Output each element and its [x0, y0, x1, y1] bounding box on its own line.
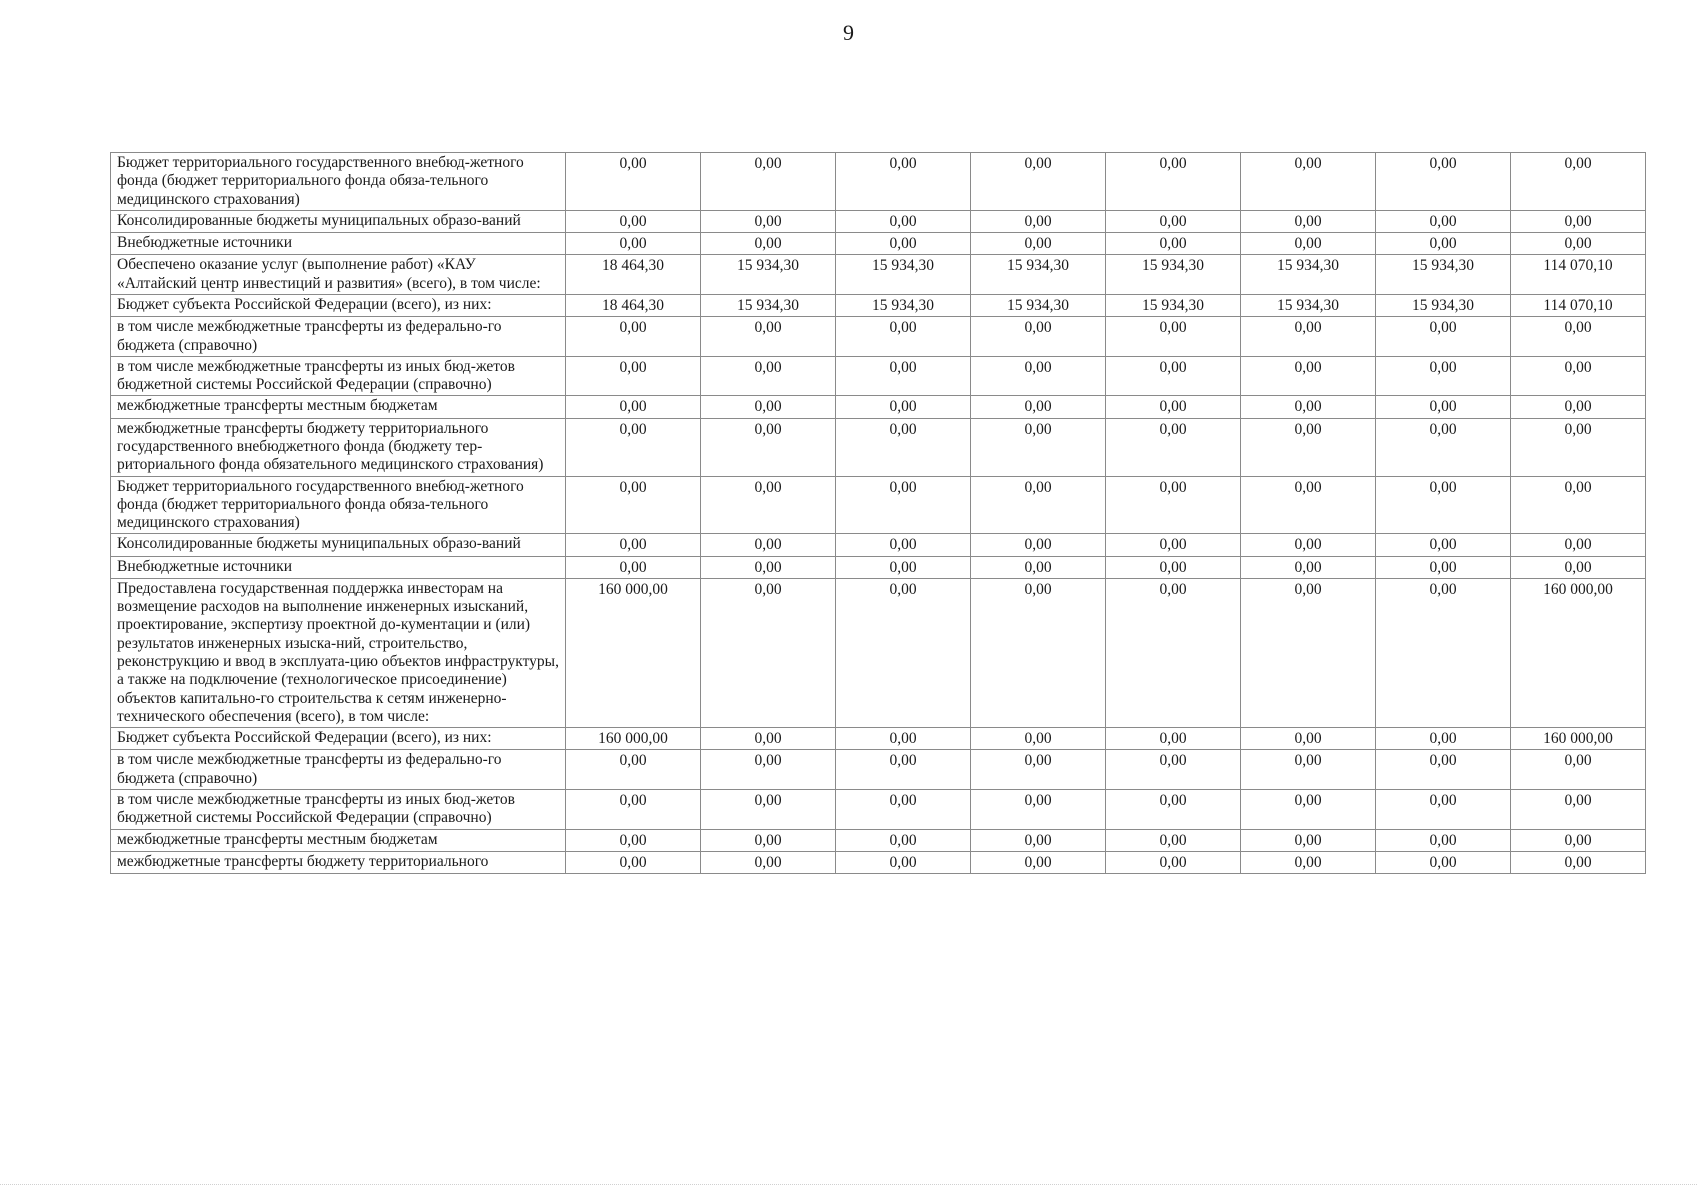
- value-cell: 0,00: [1511, 476, 1646, 534]
- value-cell: 0,00: [1106, 534, 1241, 556]
- value-cell: 0,00: [1106, 790, 1241, 830]
- value-cell: 0,00: [971, 556, 1106, 578]
- value-cell: 0,00: [971, 476, 1106, 534]
- value-cell: 0,00: [1376, 851, 1511, 873]
- value-cell: 0,00: [1376, 728, 1511, 750]
- value-cell: 0,00: [566, 476, 701, 534]
- value-cell: 15 934,30: [701, 294, 836, 316]
- table-row: [111, 255, 1646, 295]
- value-cell: 0,00: [1376, 233, 1511, 255]
- value-cell: 0,00: [1511, 534, 1646, 556]
- value-cell: 0,00: [971, 418, 1106, 476]
- budget-table: [110, 152, 1646, 874]
- value-cell: 0,00: [1376, 476, 1511, 534]
- value-cell: 0,00: [1376, 396, 1511, 418]
- page-number: 9: [843, 20, 854, 45]
- value-cell: 0,00: [836, 356, 971, 396]
- value-cell: 0,00: [1106, 396, 1241, 418]
- value-cell: 0,00: [836, 210, 971, 232]
- value-cell: 0,00: [836, 728, 971, 750]
- value-cell: 0,00: [701, 534, 836, 556]
- value-cell: 114 070,10: [1511, 255, 1646, 295]
- value-cell: 0,00: [836, 851, 971, 873]
- row-label: Бюджет территориального государственного внебюд-жетного фонда (бюджет территориального фонда обяза-тельного медицинского страхования): [111, 476, 566, 534]
- value-cell: 0,00: [1511, 233, 1646, 255]
- value-cell: 0,00: [1376, 556, 1511, 578]
- value-cell: 0,00: [836, 829, 971, 851]
- value-cell: 0,00: [836, 534, 971, 556]
- value-cell: 0,00: [566, 418, 701, 476]
- value-cell: 160 000,00: [1511, 728, 1646, 750]
- value-cell: 0,00: [1241, 534, 1376, 556]
- value-cell: 0,00: [836, 418, 971, 476]
- budget-table-body: [111, 153, 1646, 874]
- value-cell: 0,00: [1376, 790, 1511, 830]
- row-label: Консолидированные бюджеты муниципальных образо-ваний: [111, 534, 566, 556]
- value-cell: 0,00: [1106, 153, 1241, 211]
- value-cell: 0,00: [566, 396, 701, 418]
- value-cell: 0,00: [1241, 356, 1376, 396]
- value-cell: 0,00: [1106, 829, 1241, 851]
- value-cell: 0,00: [1511, 317, 1646, 357]
- value-cell: 0,00: [566, 233, 701, 255]
- value-cell: 0,00: [566, 210, 701, 232]
- table-row: [111, 233, 1646, 255]
- value-cell: 0,00: [701, 728, 836, 750]
- row-label: Консолидированные бюджеты муниципальных образо-ваний: [111, 210, 566, 232]
- value-cell: 0,00: [566, 851, 701, 873]
- value-cell: 15 934,30: [971, 255, 1106, 295]
- value-cell: 0,00: [1376, 317, 1511, 357]
- value-cell: 15 934,30: [1241, 255, 1376, 295]
- value-cell: 160 000,00: [566, 728, 701, 750]
- page-bottom-rule: [0, 1184, 1697, 1185]
- value-cell: 0,00: [701, 396, 836, 418]
- value-cell: 0,00: [1376, 534, 1511, 556]
- value-cell: 0,00: [566, 153, 701, 211]
- value-cell: 0,00: [1106, 556, 1241, 578]
- value-cell: 15 934,30: [701, 255, 836, 295]
- value-cell: 0,00: [1511, 750, 1646, 790]
- value-cell: 0,00: [1241, 153, 1376, 211]
- row-label: межбюджетные трансферты местным бюджетам: [111, 396, 566, 418]
- value-cell: 114 070,10: [1511, 294, 1646, 316]
- value-cell: 0,00: [566, 790, 701, 830]
- value-cell: 15 934,30: [836, 255, 971, 295]
- value-cell: 0,00: [566, 356, 701, 396]
- value-cell: 0,00: [701, 476, 836, 534]
- value-cell: 0,00: [971, 233, 1106, 255]
- value-cell: 160 000,00: [566, 578, 701, 727]
- value-cell: 15 934,30: [1376, 255, 1511, 295]
- value-cell: 0,00: [971, 210, 1106, 232]
- value-cell: 0,00: [1241, 790, 1376, 830]
- value-cell: 0,00: [1106, 728, 1241, 750]
- value-cell: 0,00: [1376, 153, 1511, 211]
- value-cell: 0,00: [701, 750, 836, 790]
- value-cell: 0,00: [836, 476, 971, 534]
- value-cell: 0,00: [701, 153, 836, 211]
- value-cell: 0,00: [1511, 153, 1646, 211]
- row-label: в том числе межбюджетные трансферты из федерально-го бюджета (справочно): [111, 750, 566, 790]
- row-label: в том числе межбюджетные трансферты из федерально-го бюджета (справочно): [111, 317, 566, 357]
- value-cell: 0,00: [1241, 829, 1376, 851]
- value-cell: 0,00: [1241, 396, 1376, 418]
- value-cell: 0,00: [701, 790, 836, 830]
- value-cell: 0,00: [1511, 851, 1646, 873]
- value-cell: 0,00: [971, 356, 1106, 396]
- value-cell: 15 934,30: [1106, 294, 1241, 316]
- value-cell: 0,00: [701, 317, 836, 357]
- value-cell: 0,00: [566, 556, 701, 578]
- value-cell: 0,00: [1376, 418, 1511, 476]
- table-row: [111, 578, 1646, 727]
- row-label: в том числе межбюджетные трансферты из иных бюд-жетов бюджетной системы Российской Федерации (справочно): [111, 356, 566, 396]
- value-cell: 0,00: [1241, 476, 1376, 534]
- value-cell: 0,00: [1511, 396, 1646, 418]
- value-cell: 0,00: [701, 578, 836, 727]
- value-cell: 18 464,30: [566, 294, 701, 316]
- value-cell: 0,00: [836, 578, 971, 727]
- value-cell: 0,00: [1106, 750, 1241, 790]
- table-row: [111, 356, 1646, 396]
- value-cell: 15 934,30: [1376, 294, 1511, 316]
- row-label: Бюджет территориального государственного внебюд-жетного фонда (бюджет территориального фонда обяза-тельного медицинского страхования): [111, 153, 566, 211]
- value-cell: 0,00: [836, 153, 971, 211]
- value-cell: 0,00: [1241, 210, 1376, 232]
- value-cell: 0,00: [971, 534, 1106, 556]
- value-cell: 0,00: [1376, 210, 1511, 232]
- budget-table-container: [110, 152, 1645, 874]
- value-cell: 0,00: [836, 396, 971, 418]
- value-cell: 15 934,30: [1106, 255, 1241, 295]
- value-cell: 0,00: [1241, 556, 1376, 578]
- value-cell: 0,00: [1376, 829, 1511, 851]
- row-label: межбюджетные трансферты бюджету территориального: [111, 851, 566, 873]
- table-row: [111, 829, 1646, 851]
- table-row: [111, 294, 1646, 316]
- value-cell: 0,00: [836, 317, 971, 357]
- row-label: Предоставлена государственная поддержка инвесторам на возмещение расходов на выполнение инженерных изысканий, проектирование, экспертизу проектной до-кументации и (или) результатов инженерных изыска-ний, строительство, реконструкцию и ввод в эксплуата-цию объектов инфраструктуры, а также на подключение (технологическое присоединение) объектов капитально-го строительства к сетям инженерно-технического обеспечения (всего), в том числе:: [111, 578, 566, 727]
- table-row: [111, 210, 1646, 232]
- value-cell: 0,00: [1106, 356, 1241, 396]
- value-cell: 0,00: [971, 728, 1106, 750]
- value-cell: 0,00: [1241, 750, 1376, 790]
- value-cell: 0,00: [1106, 578, 1241, 727]
- value-cell: 0,00: [971, 317, 1106, 357]
- value-cell: 0,00: [701, 418, 836, 476]
- table-row: [111, 750, 1646, 790]
- value-cell: 0,00: [1106, 210, 1241, 232]
- value-cell: 0,00: [836, 750, 971, 790]
- value-cell: 0,00: [836, 233, 971, 255]
- value-cell: 0,00: [836, 556, 971, 578]
- value-cell: 0,00: [971, 750, 1106, 790]
- value-cell: 0,00: [701, 851, 836, 873]
- value-cell: 0,00: [971, 790, 1106, 830]
- row-label: Внебюджетные источники: [111, 556, 566, 578]
- value-cell: 0,00: [1241, 418, 1376, 476]
- row-label: межбюджетные трансферты бюджету территориального государственного внебюджетного фонда (бюджету тер-риториального фонда обязательного медицинского страхования): [111, 418, 566, 476]
- value-cell: 0,00: [701, 556, 836, 578]
- value-cell: 0,00: [971, 153, 1106, 211]
- value-cell: 0,00: [971, 578, 1106, 727]
- value-cell: 0,00: [1106, 317, 1241, 357]
- table-row: [111, 534, 1646, 556]
- value-cell: 0,00: [701, 233, 836, 255]
- value-cell: 0,00: [701, 210, 836, 232]
- value-cell: 18 464,30: [566, 255, 701, 295]
- table-row: [111, 396, 1646, 418]
- value-cell: 0,00: [566, 317, 701, 357]
- table-row: [111, 851, 1646, 873]
- row-label: Бюджет субъекта Российской Федерации (всего), из них:: [111, 728, 566, 750]
- table-row: [111, 556, 1646, 578]
- row-label: Внебюджетные источники: [111, 233, 566, 255]
- value-cell: 0,00: [1241, 233, 1376, 255]
- value-cell: 0,00: [566, 534, 701, 556]
- value-cell: 0,00: [1511, 556, 1646, 578]
- value-cell: 15 934,30: [971, 294, 1106, 316]
- value-cell: 0,00: [1241, 728, 1376, 750]
- table-row: [111, 790, 1646, 830]
- value-cell: 0,00: [701, 356, 836, 396]
- table-row: [111, 418, 1646, 476]
- row-label: в том числе межбюджетные трансферты из иных бюд-жетов бюджетной системы Российской Федерации (справочно): [111, 790, 566, 830]
- value-cell: 0,00: [1106, 233, 1241, 255]
- value-cell: 0,00: [1511, 356, 1646, 396]
- value-cell: 0,00: [971, 396, 1106, 418]
- value-cell: 0,00: [1511, 829, 1646, 851]
- table-row: [111, 728, 1646, 750]
- table-row: [111, 317, 1646, 357]
- value-cell: 0,00: [836, 790, 971, 830]
- value-cell: 15 934,30: [836, 294, 971, 316]
- value-cell: 0,00: [1376, 356, 1511, 396]
- value-cell: 0,00: [1106, 476, 1241, 534]
- value-cell: 0,00: [1241, 851, 1376, 873]
- value-cell: 0,00: [1241, 578, 1376, 727]
- table-row: [111, 153, 1646, 211]
- value-cell: 0,00: [971, 829, 1106, 851]
- value-cell: 160 000,00: [1511, 578, 1646, 727]
- value-cell: 0,00: [1376, 578, 1511, 727]
- row-label: межбюджетные трансферты местным бюджетам: [111, 829, 566, 851]
- value-cell: 0,00: [1241, 317, 1376, 357]
- value-cell: 0,00: [1106, 418, 1241, 476]
- value-cell: 0,00: [1511, 418, 1646, 476]
- value-cell: 0,00: [1511, 210, 1646, 232]
- value-cell: 0,00: [701, 829, 836, 851]
- value-cell: 0,00: [566, 750, 701, 790]
- value-cell: 0,00: [1106, 851, 1241, 873]
- value-cell: 0,00: [1376, 750, 1511, 790]
- table-row: [111, 476, 1646, 534]
- value-cell: 0,00: [566, 829, 701, 851]
- value-cell: 0,00: [971, 851, 1106, 873]
- value-cell: 15 934,30: [1241, 294, 1376, 316]
- row-label: Бюджет субъекта Российской Федерации (всего), из них:: [111, 294, 566, 316]
- value-cell: 0,00: [1511, 790, 1646, 830]
- row-label: Обеспечено оказание услуг (выполнение работ) «КАУ «Алтайский центр инвестиций и развития» (всего), в том числе:: [111, 255, 566, 295]
